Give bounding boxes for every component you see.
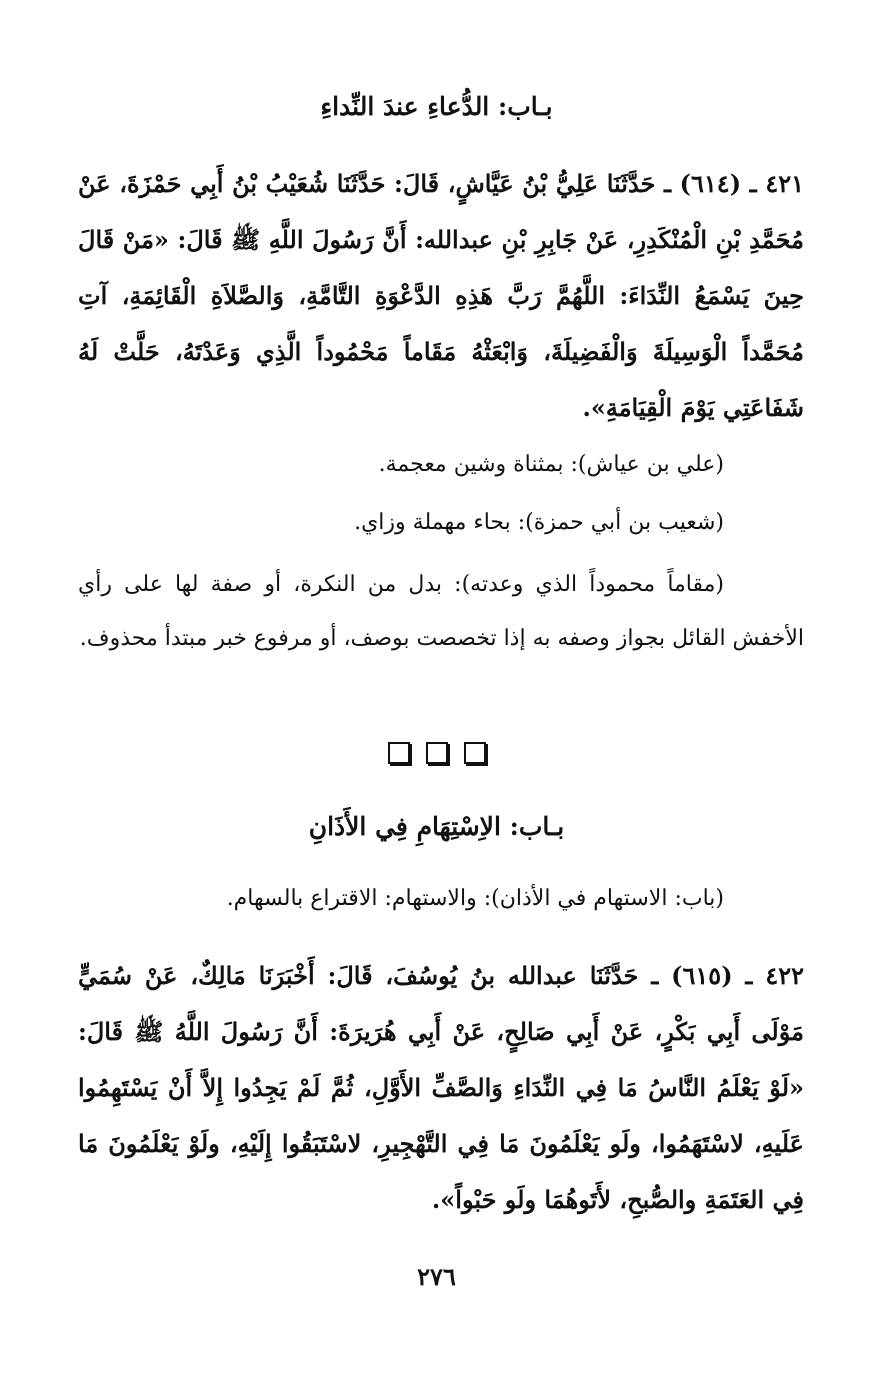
- hadith-421-text: ٤٢١ ـ (٦١٤) ـ حَدَّثَنَا عَلِيُّ بْنُ عَيَّاشٍ، قَالَ: حَدَّثَنَا شُعَيْبُ بْنُ أَبِي حَمْزَةَ، عَنْ مُحَمَّدِ بْنِ الْمُنْكَدِرِ، عَنْ جَابِرِ بْنِ عبدالله: أَنَّ رَسُولَ اللَّهِ ﷺ قَالَ: «مَنْ قَالَ حِينَ يَسْمَعُ النِّدَاءَ: اللَّهُمَّ رَبَّ هَذِهِ الدَّعْوَةِ التَّامَّةِ، وَالصَّلاَةِ الْقَائِمَةِ، آتِ مُحَمَّداً الْوَسِيلَةَ وَالْفَضِيلَةَ، وَابْعَثْهُ مَقَاماً مَحْمُوداً الَّذِي وَعَدْتَهُ، حَلَّتْ لَهُ شَفَاعَتِي يَوْمَ الْقِيَامَةِ».: [78, 169, 804, 422]
- section-divider-ornament: [0, 742, 873, 768]
- page-number: ٢٧٦: [417, 1262, 456, 1291]
- chapter-heading-dua-at-adhan: بـاب: الدُّعاءِ عندَ النِّداءِ: [320, 92, 553, 121]
- divider-square-icon: [464, 742, 486, 764]
- note-shuayb-bin-abi-hamza: (شعيب بن أبي حمزة): بحاء مهملة وزاي.: [354, 510, 724, 535]
- divider-square-icon: [388, 742, 410, 764]
- chapter-heading-istiham: بـاب: الاِسْتِهَامِ فِي الأَذَانِ: [308, 812, 565, 841]
- note-maqam-mahmud: (مقاماً محموداً الذي وعدته): بدل من النكرة، أو صفة لها على رأي الأخفش القائل بجواز وصفه به إذا تخصصت بوصف، أو مرفوع خبر مبتدأ محذوف.: [78, 572, 804, 651]
- note-ali-bin-ayyash: (علي بن عياش): بمثناة وشين معجمة.: [378, 452, 724, 477]
- divider-square-icon: [426, 742, 448, 764]
- hadith-422-text: ٤٢٢ ـ (٦١٥) ـ حَدَّثَنَا عبدالله بنُ يُوسُفَ، قَالَ: أَخْبَرَنَا مَالِكٌ، عَنْ سُمَيٍّ مَوْلَى أَبِي بَكْرٍ، عَنْ أَبِي صَالِحٍ، عَنْ أَبِي هُرَيرَةَ: أَنَّ رَسُولَ اللَّهُ ﷺ قَالَ: «لَوْ يَعْلَمُ النَّاسُ مَا فِي النِّدَاءِ وَالصَّفِّ الأَوَّلِ، ثُمَّ لَمْ يَجِدُوا إِلاَّ أَنْ يَسْتَهِمُوا عَلَيهِ، لاسْتَهَمُوا، ولَو يَعْلَمُونَ مَا فِي التَّهْجِيرِ، لاسْتَبَقُوا إِلَيْهِ، ولَوْ يَعْلَمُونَ مَا فِي العَتَمَةِ والصُّبحِ، لأَتَوهُمَا ولَو حَبْواً».: [78, 961, 805, 1214]
- note-istiham-definition: (باب: الاستهام في الأذان): والاستهام: الاقتراع بالسهام.: [226, 886, 724, 911]
